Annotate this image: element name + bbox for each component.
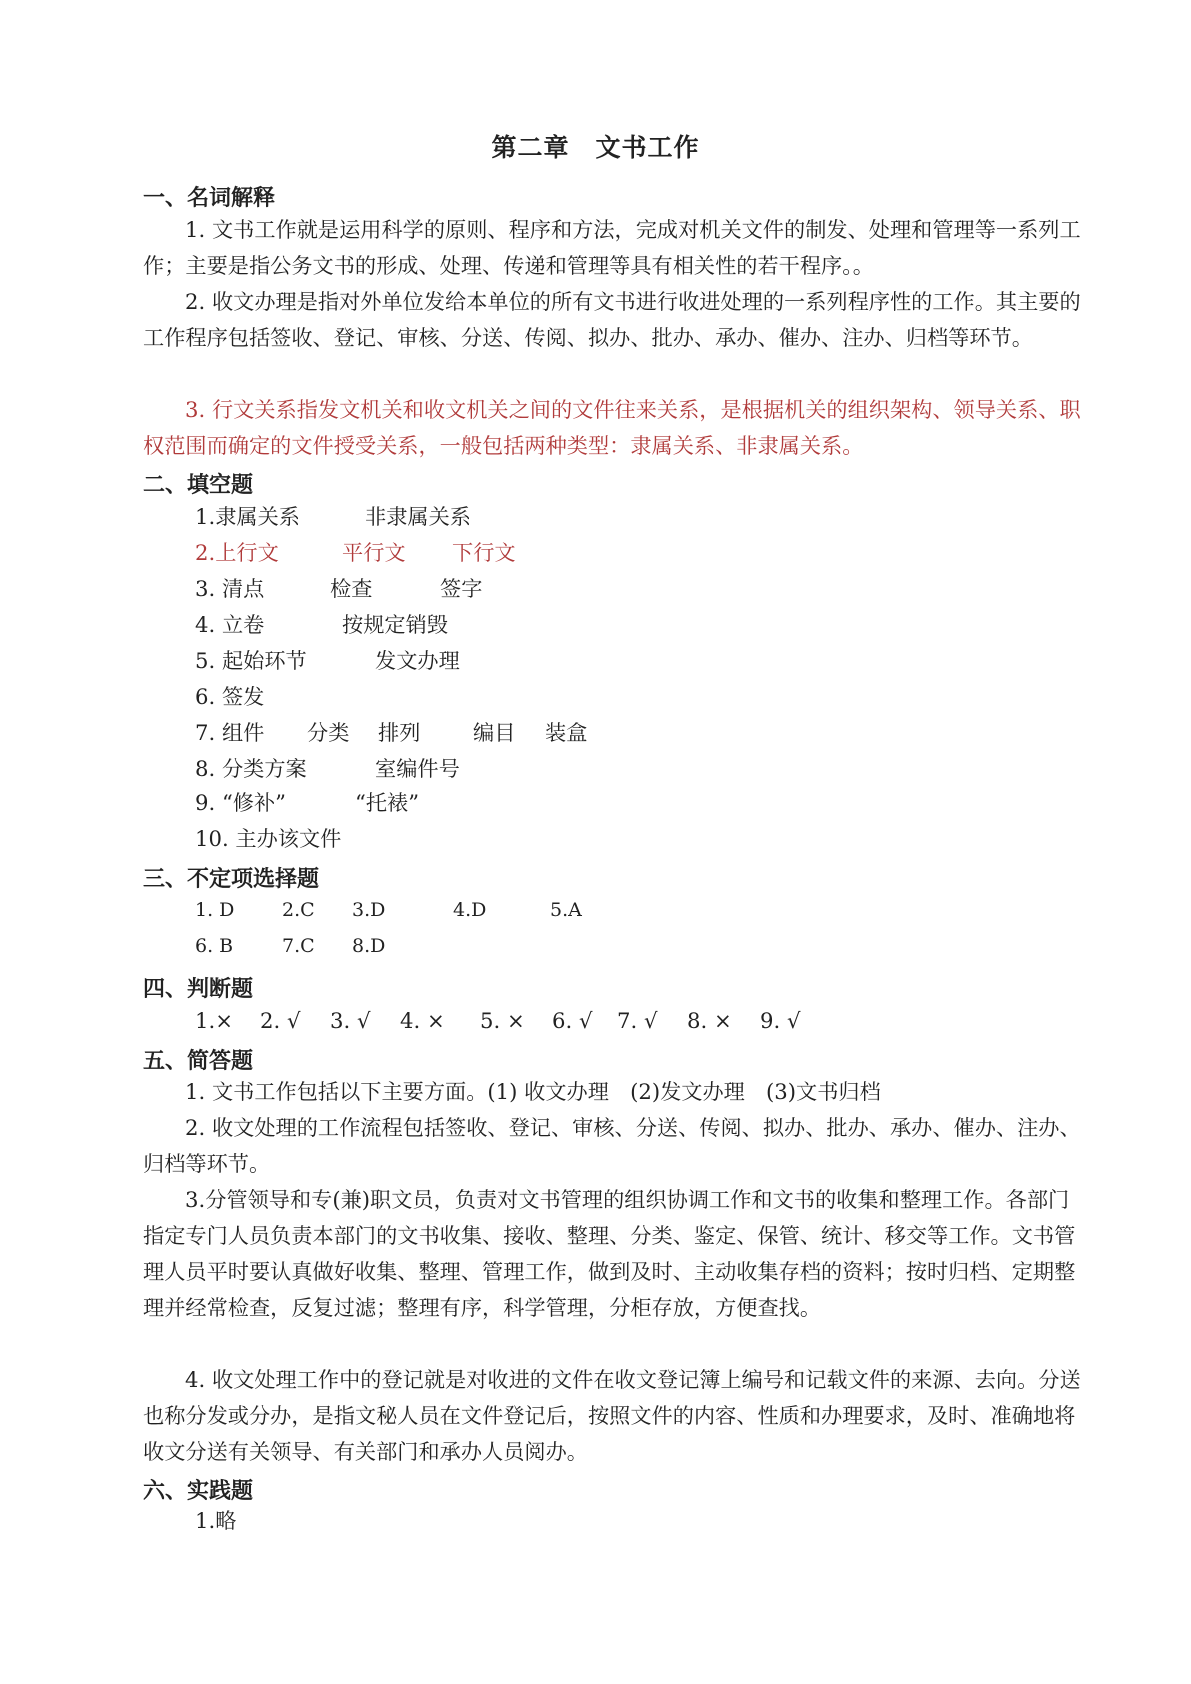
answer: 1.隶属关系 bbox=[195, 504, 300, 529]
answer: 4. × bbox=[400, 1008, 445, 1033]
answer: 2. √ bbox=[260, 1008, 301, 1033]
answer: 4.D bbox=[453, 899, 487, 921]
answer: 按规定销毁 bbox=[342, 612, 448, 637]
term-definition-2: 2. 收文办理是指对外单位发给本单位的所有文书进行收进处理的一系列程序性的工作。其主要的工作程序包括签收、登记、审核、分送、传阅、拟办、批办、承办、催办、注办、归档等环节。 bbox=[143, 289, 1081, 350]
answer: 5. 起始环节 bbox=[195, 648, 307, 673]
answer: 1.× bbox=[195, 1008, 233, 1033]
answer: 1.略 bbox=[195, 1508, 237, 1533]
answer: 下行文 bbox=[452, 540, 516, 565]
answer: 3.D bbox=[352, 899, 386, 921]
answer: 6. 签发 bbox=[195, 684, 265, 709]
answer: 非隶属关系 bbox=[365, 504, 471, 529]
answer: 2.上行文 bbox=[195, 540, 279, 565]
answer: 8. × bbox=[687, 1008, 732, 1033]
answer: 7.C bbox=[282, 935, 315, 957]
section-heading-practice: 六、实践题 bbox=[143, 1479, 254, 1504]
section-heading-terms: 一、名词解释 bbox=[143, 186, 276, 211]
term-definition-3: 3. 行文关系指发文机关和收文机关之间的文件往来关系，是根据机关的组织架构、领导关系、职权范围而确定的文件授受关系，一般包括两种类型：隶属关系、非隶属关系。 bbox=[143, 397, 1081, 458]
answer: 装盒 bbox=[545, 720, 588, 745]
answer: 5. × bbox=[480, 1008, 525, 1033]
answer: 发文办理 bbox=[375, 648, 460, 673]
answer: 检查 bbox=[330, 576, 373, 601]
section-heading-fill-blanks: 二、填空题 bbox=[143, 473, 254, 498]
answer: 7. 组件 bbox=[195, 720, 265, 745]
answer: 8.D bbox=[352, 935, 386, 957]
answer: 5.A bbox=[550, 899, 582, 921]
section-heading-short-answer: 五、简答题 bbox=[143, 1049, 254, 1074]
answer: 签字 bbox=[440, 576, 483, 601]
section-heading-true-false: 四、判断题 bbox=[143, 977, 254, 1002]
answer: 排列 bbox=[378, 720, 421, 745]
answer: 4. 立卷 bbox=[195, 612, 265, 637]
answer: 3. 清点 bbox=[195, 576, 265, 601]
answer: 7. √ bbox=[617, 1008, 658, 1033]
answer: 9. “修补” bbox=[195, 790, 286, 815]
answer: 3. √ bbox=[330, 1008, 371, 1033]
term-definition-1: 1. 文书工作就是运用科学的原则、程序和方法，完成对机关文件的制发、处理和管理等一系列工作；主要是指公务文书的形成、处理、传递和管理等具有相关性的若干程序。。 bbox=[143, 217, 1081, 278]
section-heading-multiple-choice: 三、不定项选择题 bbox=[143, 867, 320, 892]
chapter-title: 第二章 文书工作 bbox=[491, 133, 700, 162]
answer: 平行文 bbox=[342, 540, 406, 565]
answer: 室编件号 bbox=[375, 756, 460, 781]
answer: 2.C bbox=[282, 899, 315, 921]
short-answer-1: 1. 文书工作包括以下主要方面。(1) 收文办理 (2)发文办理 (3)文书归档 bbox=[185, 1079, 881, 1104]
answer: 1. D bbox=[195, 899, 235, 921]
answer: 6. √ bbox=[552, 1008, 593, 1033]
short-answer-2: 2. 收文处理的工作流程包括签收、登记、审核、分送、传阅、拟办、批办、承办、催办、注办、归档等环节。 bbox=[143, 1115, 1081, 1176]
answer: “托裱” bbox=[355, 790, 420, 815]
short-answer-3: 3.分管领导和专(兼)职文员，负责对文书管理的组织协调工作和文书的收集和整理工作。各部门指定专门人员负责本部门的文书收集、接收、整理、分类、鉴定、保管、统计、移交等工作。文书管理人员平时要认真做好收集、整理、管理工作，做到及时、主动收集存档的资料；按时归档、定期整理并经常检查，反复过滤；整理有序，科学管理，分柜存放，方便查找。 bbox=[143, 1187, 1076, 1320]
answer: 6. B bbox=[195, 935, 234, 957]
answer: 8. 分类方案 bbox=[195, 756, 307, 781]
answer: 9. √ bbox=[760, 1008, 801, 1033]
answer: 分类 bbox=[307, 720, 350, 745]
answer: 10. 主办该文件 bbox=[195, 826, 342, 851]
answer: 编目 bbox=[473, 720, 516, 745]
short-answer-4: 4. 收文处理工作中的登记就是对收进的文件在收文登记簿上编号和记载文件的来源、去向。分送也称分发或分办，是指文秘人员在文件登记后，按照文件的内容、性质和办理要求，及时、准确地将收文分送有关领导、有关部门和承办人员阅办。 bbox=[143, 1367, 1081, 1464]
